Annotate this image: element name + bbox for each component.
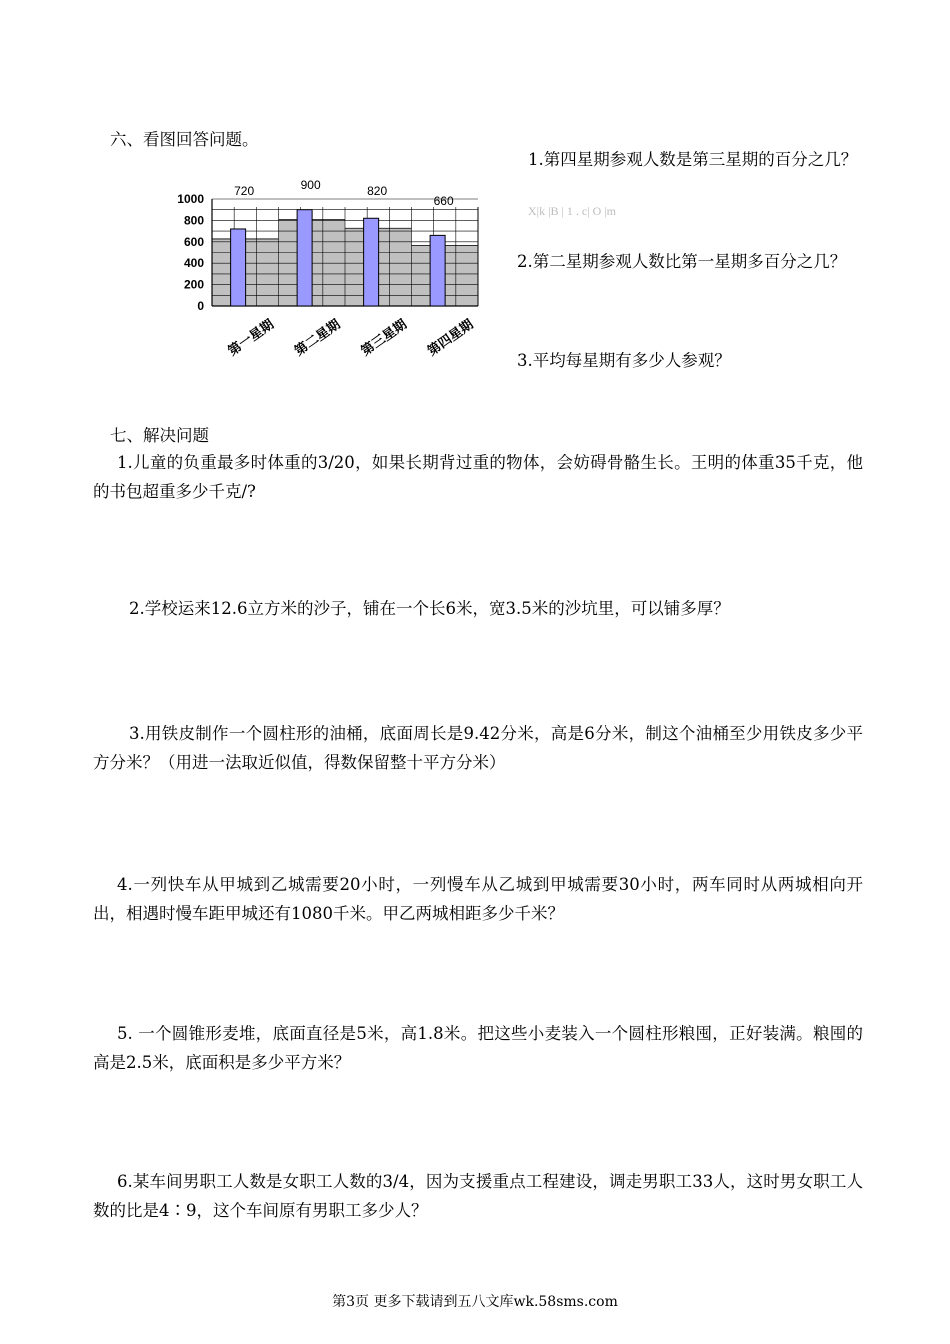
section6-question-3: 3.平均每星期有多少人参观？ xyxy=(517,351,731,370)
x-tick-label: 第四星期 xyxy=(424,316,476,359)
y-tick-label: 400 xyxy=(183,256,204,271)
bar-第二星期 xyxy=(297,210,312,306)
y-tick-label: 600 xyxy=(183,234,204,249)
section6-question-1: 1.第四星期参观人数是第三星期的百分之几？ xyxy=(528,150,858,169)
page-footer: 第3页 更多下载请到五八文库wk.58sms.com xyxy=(332,1294,618,1310)
bar-chart xyxy=(145,172,490,377)
x-tick-label: 第三星期 xyxy=(358,316,410,359)
data-label: 660 xyxy=(433,194,454,208)
problem-5: 5. 一个圆锥形麦堆，底面直径是5米，高1.8米。把这些小麦装入一个圆柱形粮囤，正好装满。粮囤的高是2.5米，底面积是多少平方米？ xyxy=(93,1024,863,1072)
bar-第四星期 xyxy=(430,235,445,306)
data-label: 900 xyxy=(300,178,321,192)
problem-3: 3.用铁皮制作一个圆柱形的油桶，底面周长是9.42分米，高是6分米，制这个油桶至少用铁皮多少平方分米？（用进一法取近似值，得数保留整十平方分米） xyxy=(93,724,863,772)
section6-question-2: 2.第二星期参观人数比第一星期多百分之几？ xyxy=(517,252,847,271)
problem-4: 4.一列快车从甲城到乙城需要20小时，一列慢车从乙城到甲城需要30小时，两车同时从两城相向开出，相遇时慢车距甲城还有1080千米。甲乙两城相距多少千米？ xyxy=(93,875,863,923)
watermark-text: X|k |B | 1 . c| O |m xyxy=(528,204,617,218)
problem-2: 2.学校运来12.6立方米的沙子，铺在一个长6米，宽3.5米的沙坑里，可以铺多厚？ xyxy=(129,599,730,618)
x-tick-label: 第二星期 xyxy=(291,316,343,359)
data-label: 820 xyxy=(367,184,388,198)
problem-1: 1.儿童的负重最多时体重的3/20，如果长期背过重的物体，会妨碍骨骼生长。王明的体重35千克，他的书包超重多少千克/? xyxy=(93,453,863,501)
section7-title: 七、解决问题 xyxy=(110,426,209,445)
section6-title: 六、看图回答问题。 xyxy=(110,130,259,149)
y-tick-label: 200 xyxy=(183,277,204,292)
y-tick-label: 0 xyxy=(197,299,204,313)
bar-第一星期 xyxy=(231,229,246,306)
y-tick-label: 1000 xyxy=(177,192,204,206)
y-tick-label: 800 xyxy=(183,213,204,228)
problem-6: 6.某车间男职工人数是女职工人数的3/4，因为支援重点工程建设，调走男职工33人，这时男女职工人数的比是4∶9，这个车间原有男职工多少人？ xyxy=(93,1172,863,1220)
x-tick-label: 第一星期 xyxy=(225,316,277,359)
data-label: 720 xyxy=(234,184,255,198)
bar-第三星期 xyxy=(364,218,379,306)
